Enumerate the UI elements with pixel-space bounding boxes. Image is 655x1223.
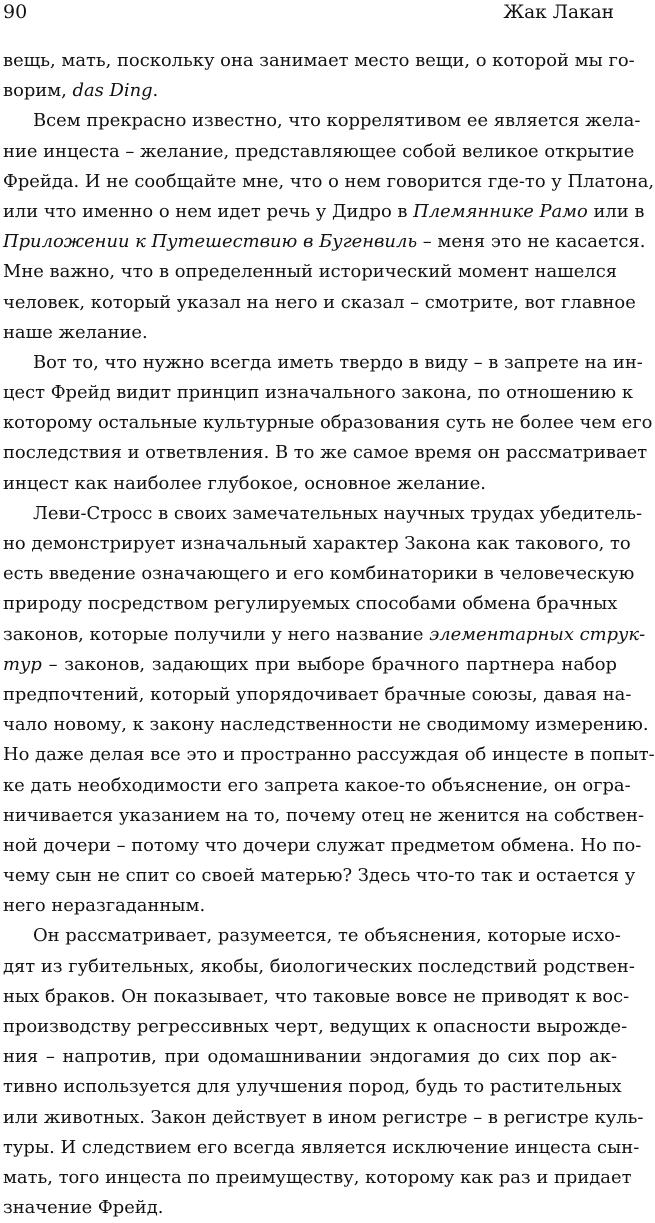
- text-line: [3, 499, 643, 529]
- text-run: природу посредством регулируемых способами обмена брачных: [3, 593, 618, 615]
- text-run: – меня это не касается.: [417, 231, 646, 253]
- text-run: которому остальные культурные образования суть не более чем его: [3, 412, 653, 434]
- text-run: мать, того инцеста по преимуществу, которому как раз и придает: [3, 1166, 632, 1188]
- italic-title-text: Племяннике Рамо: [413, 200, 588, 222]
- text-run: инцест как наиболее глубокое, основное желание.: [3, 472, 486, 494]
- text-line: [3, 1042, 617, 1072]
- text-run: ничивается указанием на то, почему отец не женится на собствен-: [3, 804, 645, 826]
- text-line: [3, 891, 617, 921]
- text-line: [3, 740, 655, 770]
- text-line: [3, 801, 645, 831]
- paragraph: [3, 921, 644, 1223]
- text-run: Фрейда. И не сообщайте мне, что о нем говорится где-то у Платона,: [3, 170, 655, 192]
- text-run: последствия и ответвления. В то же самое время он рассматривает: [3, 442, 648, 464]
- text-line: [3, 529, 631, 559]
- text-line: [3, 76, 617, 106]
- text-run: .: [152, 80, 159, 102]
- italic-title-text: тур: [3, 653, 42, 675]
- text-line: [3, 438, 648, 468]
- text-run: но демонстрирует изначальный характер Закона как такового, то: [3, 533, 631, 554]
- text-run: наше желание.: [3, 321, 148, 343]
- paragraph: [3, 106, 655, 348]
- text-line: [3, 288, 636, 318]
- text-line: [3, 1133, 640, 1163]
- text-run: ной дочери – потому что дочери служат предметом обмена. Но по-: [3, 834, 642, 856]
- text-line: [3, 257, 617, 287]
- text-run: ния – напротив, при одомашнивании эндогамия до сих пор ак-: [3, 1046, 617, 1068]
- text-run: цест Фрейд видит принцип изначального закона, по отношению к: [3, 382, 633, 404]
- text-run: или что именно о нем идет речь у Дидро в: [3, 200, 414, 222]
- text-line: [3, 197, 645, 227]
- text-line: [3, 1072, 622, 1102]
- running-head-author: Жак Лакан: [503, 2, 614, 23]
- paragraph: [3, 46, 635, 106]
- text-line: [3, 348, 643, 378]
- text-line: [3, 771, 631, 801]
- text-run: Но даже делая все это и пространно рассуждая об инцесте в попыт-: [3, 744, 655, 766]
- text-run: производству регрессивных черт, ведущих к опасности вырожде-: [3, 1016, 628, 1037]
- text-line: [3, 982, 630, 1012]
- text-line: [3, 921, 621, 951]
- text-line: [3, 318, 617, 348]
- text-run: значение Фрейд.: [3, 1197, 164, 1219]
- text-line: [3, 710, 649, 740]
- text-line: [3, 1163, 632, 1193]
- text-run: ворим,: [3, 80, 73, 102]
- text-run: предпочтений, который упорядочивает брачные союзы, давая на-: [3, 683, 632, 705]
- text-run: Мне важно, что в определенный исторический момент нашелся: [3, 261, 618, 283]
- text-run: есть введение означающего и его комбинаторики в человеческую: [3, 563, 635, 585]
- italic-title-text: Приложении к Путешествию в Бугенвиль: [3, 231, 418, 253]
- text-line: [3, 227, 646, 257]
- text-line: [3, 378, 633, 408]
- text-run: чему сын не спит со своей матерью? Здесь что-то так и остается у: [3, 865, 636, 887]
- text-run: ние инцеста – желание, представляющее собой великое открытие: [3, 140, 635, 162]
- text-line: [3, 952, 635, 982]
- text-run: или в: [587, 200, 645, 222]
- italic-title-text: элементарных струк-: [429, 623, 646, 645]
- text-line: [3, 831, 642, 861]
- text-line: [3, 46, 635, 76]
- text-run: него неразгаданным.: [3, 895, 206, 917]
- text-run: ных браков. Он показывает, что таковые вовсе не приводят к вос-: [3, 985, 630, 1007]
- text-line: [3, 137, 635, 167]
- page-body-text: [3, 46, 655, 1223]
- paragraph: [3, 348, 653, 499]
- text-line: [3, 650, 617, 680]
- text-run: тивно используется для улучшения пород, будь то растительных: [3, 1076, 622, 1098]
- text-run: вещь, мать, поскольку она занимает место вещи, о которой мы го-: [3, 50, 635, 71]
- text-line: [3, 589, 617, 619]
- text-line: [3, 167, 655, 197]
- text-run: – законов, задающих при выборе брачного партнера набор: [41, 653, 617, 675]
- text-run: Вот то, что нужно всегда иметь твердо в виду – в запрете на ин-: [33, 351, 643, 373]
- text-run: чало новому, к закону наследственности не сводимому измерению.: [3, 714, 649, 736]
- text-line: [3, 861, 636, 891]
- text-line: [3, 620, 646, 650]
- text-run: туры. И следствием его всегда является исключение инцеста сын-: [3, 1136, 640, 1158]
- text-run: человек, который указал на него и сказал – смотрите, вот главное: [3, 291, 636, 313]
- text-run: Всем прекрасно известно, что коррелятивом ее является жела-: [33, 110, 641, 132]
- paragraph: [3, 499, 655, 922]
- text-line: [3, 1103, 644, 1133]
- italic-title-text: das Ding: [72, 80, 153, 102]
- text-line: [3, 106, 641, 136]
- text-run: законов, которые получили у него название: [3, 623, 430, 645]
- page-number: 90: [3, 1, 28, 23]
- text-run: или животных. Закон действует в ином регистре – в регистре куль-: [3, 1106, 644, 1128]
- text-line: [3, 408, 653, 438]
- text-line: [3, 559, 635, 589]
- text-run: дят из губительных, якобы, биологических последствий родствен-: [3, 955, 635, 977]
- text-run: Леви-Стросс в своих замечательных научных трудах убедитель-: [33, 502, 643, 524]
- text-line: [3, 1193, 617, 1223]
- text-run: ке дать необходимости его запрета какое-то объяснение, он огра-: [3, 774, 631, 796]
- text-line: [3, 469, 617, 499]
- text-line: [3, 1012, 628, 1042]
- text-run: Он рассматривает, разумеется, те объяснения, которые исхо-: [33, 925, 621, 947]
- text-line: [3, 680, 632, 710]
